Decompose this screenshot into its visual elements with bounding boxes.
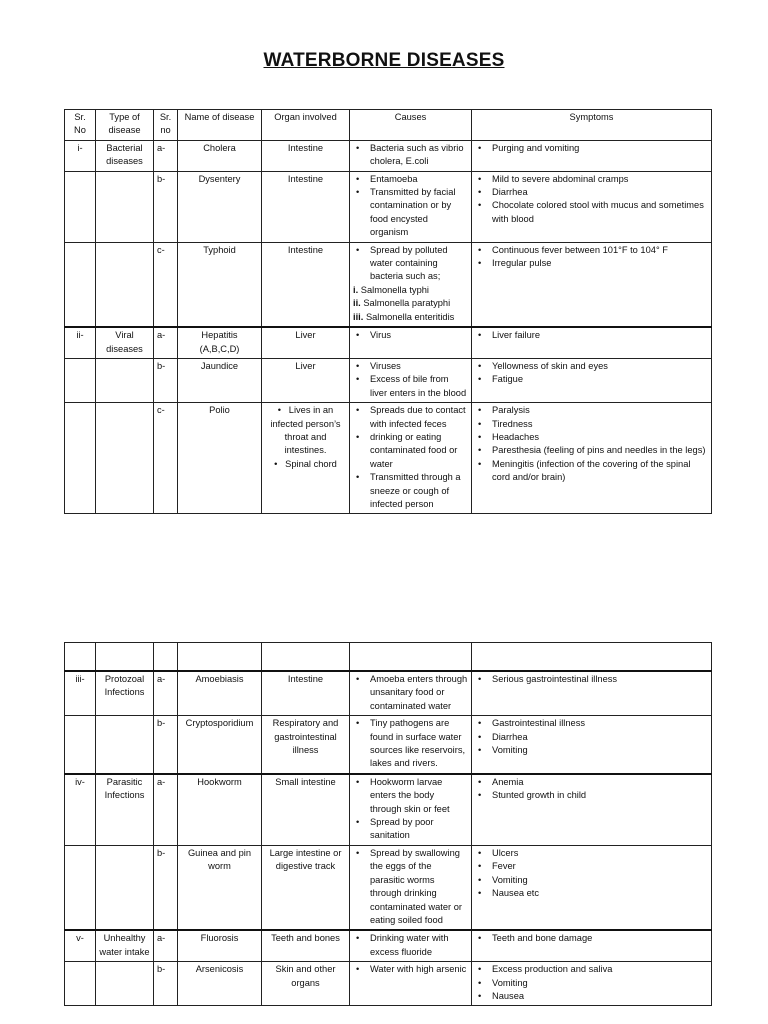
causes-cell: [350, 930, 472, 961]
cause-subitem-text: Salmonella paratyphi: [363, 298, 451, 309]
table-row: [65, 171, 712, 242]
symptom-item: • Liver failure: [475, 329, 708, 342]
sub-no-cell: c-: [154, 403, 178, 514]
cause-list: [353, 963, 468, 976]
symptom-list: [475, 673, 708, 686]
causes-cell: [350, 327, 472, 358]
causes-cell: [350, 716, 472, 774]
causes-cell: [350, 845, 472, 930]
symptom-item: • Chocolate colored stool with mucus and sometimes with blood: [475, 199, 708, 226]
header-sub-no: Sr. no: [154, 110, 178, 141]
symptom-item: • Purging and vomiting: [475, 142, 708, 155]
cause-list: [353, 173, 468, 240]
symptom-item: • Serious gastrointestinal illness: [475, 673, 708, 686]
disease-type-cell: [96, 171, 154, 242]
disease-type-cell: Parasitic Infections: [96, 774, 154, 846]
symptom-item: • Vomiting: [475, 744, 708, 757]
sr-no-cell: ii-: [65, 327, 96, 358]
organ-cell: Intestine: [262, 671, 350, 716]
cause-item: • Water with high arsenic: [353, 963, 468, 976]
disease-name-cell: Dysentery: [178, 171, 262, 242]
sub-no-cell: b-: [154, 171, 178, 242]
sub-no-cell: a-: [154, 671, 178, 716]
table-row: [65, 671, 712, 716]
header-symptoms: Symptoms: [472, 110, 712, 141]
organ-cell: Liver: [262, 358, 350, 402]
cause-subitem: [353, 297, 468, 310]
disease-type-cell: Protozoal Infections: [96, 671, 154, 716]
cause-item: • drinking or eating contaminated food or water: [353, 431, 468, 471]
table-row: [65, 358, 712, 402]
header-sr-no: Sr. No: [65, 110, 96, 141]
symptoms-cell: [472, 140, 712, 171]
organ-cell: Skin and other organs: [262, 962, 350, 1006]
empty-cell: [350, 643, 472, 672]
cause-item: • Transmitted through a sneeze or cough of infected person: [353, 471, 468, 511]
symptom-list: [475, 932, 708, 945]
cause-subitem-text: Salmonella enteritidis: [365, 311, 455, 322]
disease-name-cell: Fluorosis: [178, 930, 262, 961]
empty-cell: [65, 643, 96, 672]
sr-no-cell: [65, 242, 96, 327]
sr-no-cell: [65, 403, 96, 514]
sr-no-cell: iii-: [65, 671, 96, 716]
organ-cell: [262, 403, 350, 514]
empty-cell: [178, 643, 262, 672]
causes-cell: [350, 671, 472, 716]
cause-item: • Amoeba enters through unsanitary food or contaminated water: [353, 673, 468, 713]
causes-cell: [350, 140, 472, 171]
organ-item: • Spinal chord: [265, 458, 346, 471]
causes-cell: [350, 962, 472, 1006]
empty-cell: [96, 643, 154, 672]
symptom-item: • Mild to severe abdominal cramps: [475, 173, 708, 186]
cause-list: [353, 142, 468, 169]
symptoms-cell: [472, 716, 712, 774]
symptom-item: • Teeth and bone damage: [475, 932, 708, 945]
organ-cell: Intestine: [262, 242, 350, 327]
symptoms-cell: [472, 327, 712, 358]
symptoms-cell: [472, 403, 712, 514]
cause-item: • Excess of bile from liver enters in the blood: [353, 373, 468, 400]
symptom-list: [475, 142, 708, 155]
table-row: [65, 774, 712, 846]
empty-header-row: [65, 643, 712, 672]
cause-item: • Spread by poor sanitation: [353, 816, 468, 843]
disease-name-cell: Jaundice: [178, 358, 262, 402]
causes-cell: [350, 774, 472, 846]
cause-item: • Entamoeba: [353, 173, 468, 186]
causes-cell: [350, 403, 472, 514]
sr-no-cell: iv-: [65, 774, 96, 846]
symptom-list: [475, 963, 708, 1003]
page-title: WATERBORNE DISEASES: [263, 50, 505, 71]
organ-cell: Teeth and bones: [262, 930, 350, 961]
symptom-list: [475, 847, 708, 901]
symptom-list: [475, 244, 708, 271]
disease-name-cell: Hepatitis (A,B,C,D): [178, 327, 262, 358]
cause-item: • Virus: [353, 329, 468, 342]
symptom-item: • Anemia: [475, 776, 708, 789]
symptom-item: • Irregular pulse: [475, 257, 708, 270]
symptoms-cell: [472, 774, 712, 846]
disease-name-cell: Polio: [178, 403, 262, 514]
sr-no-cell: [65, 358, 96, 402]
sub-no-cell: c-: [154, 242, 178, 327]
symptom-item: • Nausea etc: [475, 887, 708, 900]
symptom-item: • Ulcers: [475, 847, 708, 860]
sr-no-cell: i-: [65, 140, 96, 171]
sr-no-cell: [65, 962, 96, 1006]
disease-type-cell: Unhealthy water intake: [96, 930, 154, 961]
organ-cell: Small intestine: [262, 774, 350, 846]
cause-item: • Transmitted by facial contamination or by food encysted organism: [353, 186, 468, 240]
disease-name-cell: Hookworm: [178, 774, 262, 846]
organ-item: • Lives in an infected person’s throat and intestines.: [265, 404, 346, 458]
table-row: [65, 716, 712, 774]
cause-subitem-text: Salmonella typhi: [360, 284, 429, 295]
disease-name-cell: Amoebiasis: [178, 671, 262, 716]
header-name-of-disease: Name of disease: [178, 110, 262, 141]
symptom-item: • Fever: [475, 860, 708, 873]
cause-list: [353, 673, 468, 713]
disease-name-cell: Arsenicosis: [178, 962, 262, 1006]
causes-cell: [350, 171, 472, 242]
causes-cell: [350, 242, 472, 327]
causes-cell: [350, 358, 472, 402]
symptoms-cell: [472, 930, 712, 961]
header-organ-involved: Organ involved: [262, 110, 350, 141]
cause-subitem-number: iii.: [353, 311, 364, 322]
disease-name-cell: Cryptosporidium: [178, 716, 262, 774]
symptom-item: • Headaches: [475, 431, 708, 444]
symptom-item: • Diarrhea: [475, 731, 708, 744]
cause-list: [353, 244, 468, 284]
header-causes: Causes: [350, 110, 472, 141]
symptom-item: • Diarrhea: [475, 186, 708, 199]
table-row: [65, 403, 712, 514]
table-row: [65, 962, 712, 1006]
symptoms-cell: [472, 171, 712, 242]
table-row: [65, 140, 712, 171]
sub-no-cell: a-: [154, 930, 178, 961]
symptom-item: • Yellowness of skin and eyes: [475, 360, 708, 373]
symptom-item: • Excess production and saliva: [475, 963, 708, 976]
symptom-list: [475, 776, 708, 803]
symptom-list: [475, 329, 708, 342]
table-row: [65, 930, 712, 961]
symptom-item: • Vomiting: [475, 874, 708, 887]
disease-name-cell: Cholera: [178, 140, 262, 171]
table-header-row: [65, 110, 712, 141]
sub-no-cell: a-: [154, 774, 178, 846]
sr-no-cell: v-: [65, 930, 96, 961]
disease-type-cell: [96, 242, 154, 327]
empty-cell: [154, 643, 178, 672]
symptoms-cell: [472, 962, 712, 1006]
sub-no-cell: b-: [154, 962, 178, 1006]
organ-cell: Intestine: [262, 171, 350, 242]
organ-list: [265, 404, 346, 471]
cause-item: • Spread by polluted water containing bacteria such as;: [353, 244, 468, 284]
disease-name-cell: Guinea and pin worm: [178, 845, 262, 930]
organ-cell: Intestine: [262, 140, 350, 171]
cause-item: • Bacteria such as vibrio cholera, E.coli: [353, 142, 468, 169]
cause-subitem-number: i.: [353, 284, 359, 295]
disease-type-cell: [96, 962, 154, 1006]
symptoms-cell: [472, 358, 712, 402]
symptom-list: [475, 404, 708, 484]
disease-type-cell: Bacterial diseases: [96, 140, 154, 171]
symptom-list: [475, 360, 708, 387]
symptom-list: [475, 173, 708, 227]
sub-no-cell: a-: [154, 327, 178, 358]
sub-no-cell: b-: [154, 358, 178, 402]
symptom-item: • Meningitis (infection of the covering of the spinal cord and/or brain): [475, 458, 708, 485]
organ-cell: Liver: [262, 327, 350, 358]
symptom-item: • Nausea: [475, 990, 708, 1003]
cause-subitem: [353, 311, 468, 324]
diseases-table-part-2: [64, 642, 712, 1006]
table-row: [65, 242, 712, 327]
empty-cell: [472, 643, 712, 672]
symptom-item: • Tiredness: [475, 418, 708, 431]
empty-cell: [262, 643, 350, 672]
disease-type-cell: [96, 716, 154, 774]
symptom-item: • Paresthesia (feeling of pins and needles in the legs): [475, 444, 708, 457]
cause-item: • Viruses: [353, 360, 468, 373]
disease-type-cell: Viral diseases: [96, 327, 154, 358]
diseases-table-part-1: [64, 109, 712, 514]
cause-item: • Tiny pathogens are found in surface water sources like reservoirs, lakes and rivers.: [353, 717, 468, 771]
organ-cell: Large intestine or digestive track: [262, 845, 350, 930]
cause-list: [353, 776, 468, 843]
cause-item: • Hookworm larvae enters the body through skin or feet: [353, 776, 468, 816]
sub-no-cell: b-: [154, 716, 178, 774]
table-row: [65, 327, 712, 358]
symptom-item: • Fatigue: [475, 373, 708, 386]
sr-no-cell: [65, 716, 96, 774]
cause-subitem-number: ii.: [353, 298, 361, 309]
sub-no-cell: b-: [154, 845, 178, 930]
disease-type-cell: [96, 403, 154, 514]
cause-list: [353, 932, 468, 959]
organ-cell: Respiratory and gastrointestinal illness: [262, 716, 350, 774]
cause-list: [353, 404, 468, 511]
cause-list: [353, 847, 468, 927]
cause-item: • Spread by swallowing the eggs of the parasitic worms through drinking contaminated water or eating soiled food: [353, 847, 468, 927]
symptom-item: • Paralysis: [475, 404, 708, 417]
symptom-item: • Stunted growth in child: [475, 789, 708, 802]
symptom-item: • Continuous fever between 101°F to 104° F: [475, 244, 708, 257]
cause-list: [353, 360, 468, 400]
symptom-item: • Gastrointestinal illness: [475, 717, 708, 730]
disease-type-cell: [96, 358, 154, 402]
disease-type-cell: [96, 845, 154, 930]
cause-list: [353, 329, 468, 342]
cause-item: • Drinking water with excess fluoride: [353, 932, 468, 959]
cause-list: [353, 717, 468, 771]
cause-item: • Spreads due to contact with infected feces: [353, 404, 468, 431]
header-type-of-disease: Type of disease: [96, 110, 154, 141]
symptom-item: • Vomiting: [475, 977, 708, 990]
symptoms-cell: [472, 845, 712, 930]
table-row: [65, 845, 712, 930]
symptom-list: [475, 717, 708, 757]
symptoms-cell: [472, 671, 712, 716]
sr-no-cell: [65, 845, 96, 930]
cause-subitem: [353, 284, 468, 297]
sub-no-cell: a-: [154, 140, 178, 171]
disease-name-cell: Typhoid: [178, 242, 262, 327]
sr-no-cell: [65, 171, 96, 242]
symptoms-cell: [472, 242, 712, 327]
